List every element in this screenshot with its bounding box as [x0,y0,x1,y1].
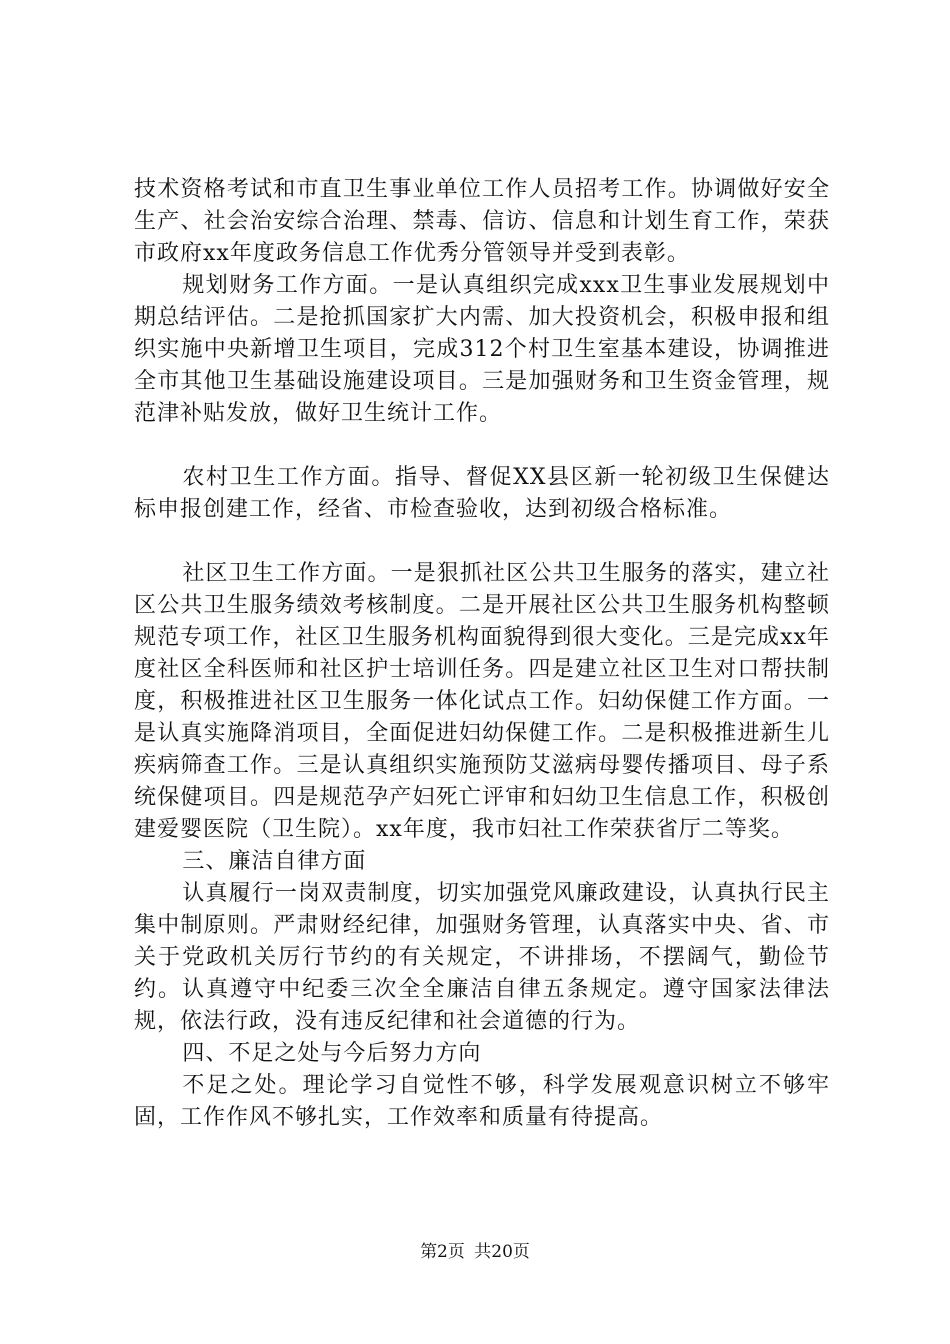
page-number: 第2页 [420,1242,465,1262]
total-pages: 共20页 [474,1242,530,1262]
paragraph-community-health: 社区卫生工作方面。一是狠抓社区公共卫生服务的落实，建立社区公共卫生服务绩效考核制度。二是开展社区公共卫生服务机构整顿规范专项工作，社区卫生服务机构面貌得到很大变化。三是完成xx年度社区全科医师和社区护士培训任务。四是建立社区卫生对口帮扶制度，积极推进社区卫生服务一体化试点工作。妇幼保健工作方面。一是认真实施降消项目，全面促进妇幼保健工作。二是积极推进新生儿疾病筛查工作。三是认真组织实施预防艾滋病母婴传播项目、母子系统保健项目。四是规范孕产妇死亡评审和妇幼卫生信息工作，积极创建爱婴医院（卫生院）。xx年度，我市妇社工作荣获省厅二等奖。 [134,561,830,842]
section-heading-shortcomings: 四、不足之处与今后努力方向 [182,1041,482,1066]
document-body [134,174,830,1134]
paragraph-integrity: 认真履行一岗双责制度，切实加强党风廉政建设，认真执行民主集中制原则。严肃财经纪律，加强财务管理，认真落实中央、省、市关于党政机关厉行节约的有关规定，不讲排场，不摆阔气，勤俭节约。认真遵守中纪委三次全全廉洁自律五条规定。遵守国家法律法规，依法行政，没有违反纪律和社会道德的行为。 [134,881,830,1034]
paragraph-planning-finance: 规划财务工作方面。一是认真组织完成xxx卫生事业发展规划中期总结评估。二是抢抓国家扩大内需、加大投资机会，积极申报和组织实施中央新增卫生项目，完成312个村卫生室基本建设，协调推进全市其他卫生基础设施建设项目。三是加强财务和卫生资金管理，规范津补贴发放，做好卫生统计工作。 [134,273,830,426]
paragraph-continued: 技术资格考试和市直卫生事业单位工作人员招考工作。协调做好安全生产、社会治安综合治理、禁毒、信访、信息和计划生育工作，荣获市政府xx年度政务信息工作优秀分管领导并受到表彰。 [134,177,830,266]
paragraph-rural-health: 农村卫生工作方面。指导、督促XX县区新一轮初级卫生保健达标申报创建工作，经省、市检查验收，达到初级合格标准。 [134,465,830,522]
page-footer [0,1240,950,1264]
paragraph-shortcomings: 不足之处。理论学习自觉性不够，科学发展观意识树立不够牢固，工作作风不够扎实，工作效率和质量有待提高。 [134,1073,830,1130]
section-heading-integrity: 三、廉洁自律方面 [182,849,367,874]
